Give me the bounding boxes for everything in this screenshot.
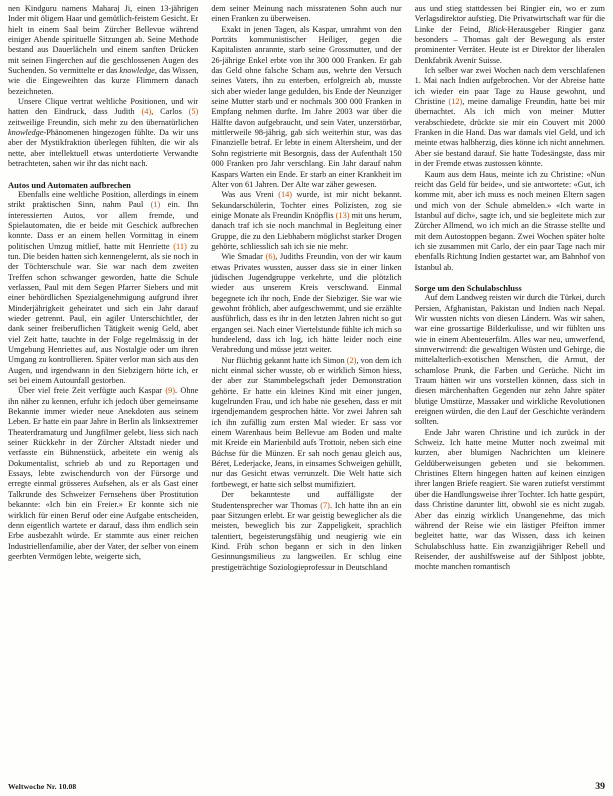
- paragraph: nen Kindguru namens Maharaj Ji, einen 13-jährigen Inder mit öligem Haar und gemütlich-feistem Gesicht. Er hielt in einem Saal beim Zürcher Bellevue während einiger Abende spirituelle Sitzungen ab. Seine Methode bestand aus Dauerlächeln und einem sanften Drücken mit seinen Fingerchen auf die geschlossenen Augen des Suchenden. So vermittelte er das knowledge, das Wissen, wie die Eingeweihten das kurze Flimmern danach bezeichneten.: [8, 4, 199, 96]
- paragraph: Der bekannteste und auffälligste der Studentensprecher war Thomas (7). Ich hatte ihn an ein paar Sitzungen erlebt. Er war geistig beweglicher als die meisten, beweglich bis zur Zappeligkeit, sprachlich talentiert, begeisterungsfähig und neugierig wie ein Kind. Früh schon begann er sich in den linken Gesinnungsmilieus zu langweilen. Er schlug eine prestigeträchtige Soziologieprofessur in Deutschland: [211, 490, 402, 572]
- column-left: [8, 4, 198, 772]
- paragraph: Ende Jahr waren Christine und ich zurück in der Schweiz. Ich hatte meine Mutter noch zweimal mit kurzen, aber blumigen Nachrichten um kleinere Geldüberweisungen gebeten und sie bekommen. Christines Eltern hingegen hatten auf keinen einzigen ihrer langen Briefe reagiert. Sie waren zutiefst verstimmt über die Handlungsweise ihrer Tochter. Ich hatte gespürt, dass Christine darunter litt, obwohl sie es nicht zugab. Aber das einzig wirklich Unangenehme, das mich während der Reise wie ein lästiger Pfeifton immer begleitet hatte, war das Wissen, dass ich keinen Schulabschluss hatte. Ein zwanzigjähriger Rebell und Reisender, der aushilfsweise auf der Sihlpost jobbte, mochte manchen romantisch: [414, 427, 605, 572]
- footnote-number: (4): [141, 107, 152, 117]
- footnote-number: (14): [278, 190, 293, 200]
- paragraph: Unsere Clique vertrat weltliche Positionen, und wir hatten den Eindruck, dass Judith (4), Carlos (5) zeitweilige Freundin, sich mehr zu den übernatürlichen knowledge-Phänomenen hingezogen fühlte. Da wir uns aber der Mystikfraktion überlegen fühlten, die wir als nette, aber intellektuell etwas unterdotierte Verwandte betrachteten, sahen wir ihr das nicht nach.: [8, 97, 199, 169]
- page-footer: [8, 781, 605, 792]
- paragraph: Nur flüchtig gekannt hatte ich Simon (2), von dem ich nicht einmal sicher wusste, ob er wirklich Simon hiess, der aber zur Stammbelegschaft jeder Demonstration gehörte. Er hatte ein kleines Kind mit einer jungen, kugelrunden Frau, und ich habe nie gesehen, dass er mit irgendjemandem gesprochen hätte. Vor zwei Jahren sah ich ihn zufällig zum ersten Mal wieder. Er sass vor einem Warenhaus beim Bellevue am Boden und malte mit Kreide ein Marienbild aufs Trottoir, neben sich eine Büchse für die Münzen. Er sah noch genau gleich aus, Béret, Lederjacke, Jeans, in einsames Schweigen gehüllt, nur das Gesicht etwas verrunzelt. Die Welt hatte sich fortbewegt, er hatte sich selbst mumifiziert.: [211, 355, 402, 489]
- magazine-issue-label: Weltwoche Nr. 10.08: [8, 782, 77, 791]
- paragraph: Ebenfalls eine weltliche Position, allerdings in einem strikt praktischen Sinn, nahm Paul (1) ein. Ihn interessierten Autos, vor allem fremde, und Spielautomaten, die er beide mit Geschick aufbrechen konnte. Dass er an einem hellen Vormittag in einem politischen Umzug mitlief, hatte mit Henriette (11) zu tun. Die beiden hatten sich kennengelernt, als sie noch in der Töchterschule war. Sie war nach dem zweiten Treffen schon schwanger geworden, hatte die Schule verlassen, Paul mit dem Segen Pfarrer Siebers und mit einer behördlichen Spezialgenehmigung aufgrund ihrer Minderjährigkeit geheiratet und sich ein Jahr darauf wieder getrennt. Paul, ein agiler Unterschichtler, der dank seiner freiberuflichen Tätigkeit wenig Geld, aber viel Zeit hatte, tauchte in der Folge regelmässig in der Umgebung Henriettes auf, aus Nostalgie oder um ihren Umgang zu kontrollieren. Später verlor man sich aus den Augen, und irgendwann in den Siebzigern hörte ich, er sei bei einem Autounfall gestorben.: [8, 189, 199, 386]
- footnote-number: (7): [320, 500, 330, 510]
- paragraph: Was aus Vreni (14) wurde, ist mir nicht bekannt. Sekundarschülerin, Tochter eines Polizisten, zog sie einige Monate als Freundin Knöpflis (13) mit uns herum, danach traf ich sie noch manchmal in Begleitung einer Gruppe, die zu den Liebhabern möglichst starker Drogen gehörte, schliesslich sah ich sie nie mehr.: [211, 190, 402, 251]
- paragraph: dem seiner Meinung nach missratenen Sohn auch nur einen Franken zu überweisen.: [211, 4, 402, 24]
- footnote-number: (13): [335, 210, 350, 220]
- footnote-number: (11): [173, 241, 187, 251]
- column-right: [415, 4, 605, 772]
- paragraph: Auf dem Landweg reisten wir durch die Türkei, durch Persien, Afghanistan, Pakistan und Indien nach Nepal. Wir wussten nichts von diesen Ländern. Was wir sahen, war eine grossartige Bilderkulisse, und wir fühlten uns wie in einem Abenteuerfilm. Alles war neu, umwerfend, sinnverwirrend: die gewaltigen Wüsten und Gebirge, die mittelalterlich-exotischen Menschen, die Armut, der schamlose Prunk, die Farben und Gerüche. Nicht im Traum hätten wir uns vorstellen können, dass sich in diesen märchenhaften Gegenden nur zehn Jahre später blutige Umstürze, Massaker und wirkliche Revolutionen ereignen würden, die den Lauf der Geschichte verändern sollten.: [414, 293, 605, 427]
- footnote-number: (9): [165, 386, 175, 396]
- footnote-number: (6): [265, 252, 276, 262]
- footnote-number: (1): [150, 200, 161, 210]
- paragraph: Exakt in jenen Tagen, als Kaspar, umrahmt von den Porträts kommunistischer Heiliger, gegen die Kapitalisten anrannte, starb seine Grossmutter, und der 26-jährige Enkel erbte von ihr 300 000 Franken. Er gab das Geld ohne falsche Scham aus, wehrte den Versuch seines Vaters, ihn zu enterben, erfolgreich ab, musste sich aber wieder lange gedulden, bis Ende der Neunziger seine Mutter starb und er nochmals 300 000 Franken in Empfang nehmen durfte. Im Jahre 2003 war über die Hälfte davon aufgebraucht, und sein Vater, unzerstörbar, mittlerweile 98-jährig, gab sich weiterhin stur, was das Finanzielle betraf. Er lebte in einem Altersheim, und der Sohn registrierte mit Besorgnis, dass der Aufenthalt 150 000 Franken pro Jahr verschlang. Ein Jahr darauf nahm Kaspars Warten ein Ende. Er starb an einer Krankheit im Alter von 61 Jahren. Der Alte war zäher gewesen.: [211, 24, 402, 189]
- text-columns: [8, 4, 605, 772]
- footnote-number: (12): [448, 97, 463, 107]
- section-heading: Autos und Automaten aufbrechen: [8, 179, 131, 190]
- page-number: 39: [595, 781, 605, 792]
- paragraph: Über viel freie Zeit verfügte auch Kaspar (9). Ohne ihn näher zu kennen, erfuhr ich jedoch über gemeinsame Bekannte immer wieder neue Anekdoten aus seinem Leben. Er hatte ein paar Jahre in Berlin als linksextremer Theaterdramaturg und Jungfilmer gelebt, liess sich nach seiner Rückkehr in der Zürcher Altstadt nieder und verfasste ein Bühnenstück, arbeitete ein wenig als Dokumentalist, schrieb ab und zu Reportagen und Essays, lebte zwischendurch von der Fürsorge und erregte einmal grösseres Aufsehen, als er als Gast einer Talkrunde des Schweizer Fernsehens über Prostitution bekannte: «Ich bin ein Freier.» Er konnte sich nie wirklich für einen Beruf oder eine Aufgabe entscheiden, denn eigentlich wartete er darauf, dass ihm endlich sein Erbe ausbezahlt würde. Er stammte aus einer reichen Industriellenfamilie, aber der Vater, der selber von einem geerbten Vermögen lebte, weigerte sich,: [8, 386, 199, 561]
- footnote-number: (5): [188, 107, 199, 117]
- paragraph: Kaum aus dem Haus, meinte ich zu Christine: «Nun reicht das Geld für beide», und sie antwortete: «Gut, ich komme mit, aber ich muss es noch meinen Eltern sagen und mich von der Schule abmelden.» «Ich warte in Istanbul auf dich», sagte ich, und sie begleitete mich zur Zürcher Allmend, wo ich mich an die Strasse stellte und mit dem Autostoppen begann. Zwei Wochen später holte ich sie zusammen mit Carlo, der ein paar Tage nach mir ebenfalls Richtung Indien gestartet war, am Bahnhof von Istanbul ab.: [414, 169, 605, 272]
- footnote-number: (2): [346, 355, 357, 365]
- paragraph: Wie Smadar (6), Judiths Freundin, von der wir kaum etwas Privates wussten, ausser dass sie in einer linken jüdischen Jugendgruppe verkehrte, und die plötzlich wieder aus unserem Kreis verschwand. Einmal begegnete ich ihr noch, Ende der Siebziger. Sie war wie gewohnt fröhlich, aber aufgeschwemmt, und sie erzählte ausführlich, dass es ihr in den letzten Jahren nicht so gut ergangen sei. Nach einer Viertelstunde fühlte ich mich so hundeelend, dass ich log, ich hätte leider noch eine Verabredung und müsse jetzt weiter.: [211, 252, 402, 355]
- paragraph: Ich selber war zwei Wochen nach dem verschlafenen 1. Mai nach Indien aufgebrochen. Vor der Abreise hatte ich wieder ein paar Tage zu Hause gewohnt, und Christine (12), meine damalige Freundin, hatte bei mir übernachtet. Als ich mich von meiner Mutter verabschiedete, drückte sie mir ein Couvert mit 2000 Franken in die Hand. Das war damals viel Geld, und ich meinte etwas halbherzig, dies könne ich nicht annehmen. Aber sie bestand darauf. Sie hatte Todesängste, dass mir in der Fremde etwas zustossen könnte.: [414, 66, 605, 169]
- column-middle: [211, 4, 401, 772]
- section-heading: Sorge um den Schulabschluss: [414, 282, 522, 293]
- paragraph: aus und stieg stattdessen bei Ringier ein, wo er zum Verlagsdirektor aufstieg. Die Privatwirtschaft war für die Linke der Feind, Blick-Herausgeber Ringier ganz besonders – Thomas galt der Bewegung als erster prominenter Verräter. Heute ist er Direktor der liberalen Denkfabrik Avenir Suisse.: [414, 4, 605, 65]
